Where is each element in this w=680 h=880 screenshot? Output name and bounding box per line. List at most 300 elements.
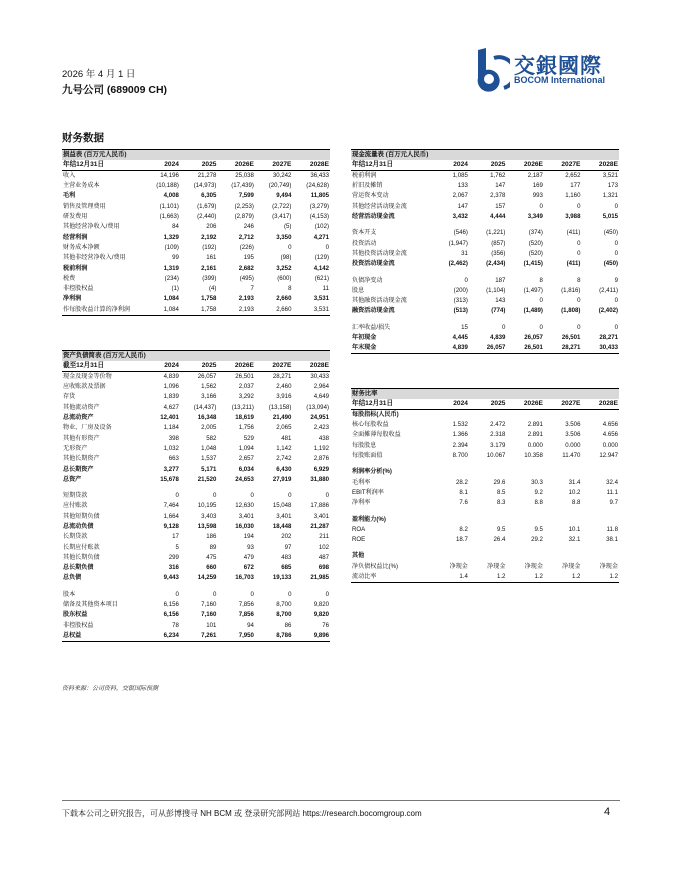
cell-value: 438 (318, 434, 329, 442)
cell-value: 2,005 (201, 424, 217, 432)
cell-value (469, 514, 507, 524)
row-label: 财务成本净额 (63, 243, 100, 251)
cell-value: 94 (247, 621, 254, 629)
row-label: 年结12月31日 (62, 160, 142, 171)
cell-value: 2028E (292, 160, 330, 171)
cell-value: 2024 (431, 399, 469, 410)
table-row (351, 333, 619, 343)
cell-value: 169 (532, 182, 543, 190)
cell-value: 1,562 (201, 383, 217, 391)
table-row (62, 475, 330, 485)
table-row (62, 423, 330, 433)
row-label: 流动比率 (351, 572, 431, 583)
cell-value: 0 (325, 590, 329, 598)
section-title: 财务数据 (62, 132, 104, 144)
cell-value: 2024 (142, 361, 180, 372)
table-title-row (62, 351, 330, 362)
cell-value: 0 (614, 249, 618, 257)
row-label: 其他非经营净收入/费用 (63, 254, 126, 262)
table-row (62, 253, 330, 263)
cell-value: (411) (566, 229, 581, 237)
cell-value: 2,378 (490, 192, 506, 200)
table-row (62, 171, 330, 182)
cell-value: 21,278 (197, 172, 217, 179)
cell-value: 30.3 (531, 478, 543, 486)
table-row (62, 263, 330, 273)
table-title: 现金流量表 (百万元人民币) (351, 150, 619, 161)
cash-flow-table (351, 149, 619, 354)
cell-value: 31 (461, 249, 468, 257)
row-label: 储备及其他资本项目 (63, 601, 118, 609)
cell-value: 17 (172, 533, 179, 541)
cell-value: 9,494 (276, 192, 292, 200)
cell-value: 202 (281, 533, 292, 541)
row-label: 每股指标(人民币) (352, 411, 399, 418)
cell-value: 246 (243, 223, 254, 231)
cell-value: 21,287 (310, 523, 329, 530)
cell-value: 2,876 (313, 455, 329, 463)
income-statement-table (62, 149, 330, 316)
report-date: 2026 年 4 月 1 日 (62, 69, 136, 80)
cell-value: 7,950 (217, 631, 255, 642)
cell-value: (13,094) (306, 403, 329, 411)
cell-value: (399) (202, 274, 217, 282)
cell-value: (10,188) (156, 182, 179, 190)
cell-value: 3,916 (276, 393, 292, 401)
cell-value: 3,403 (201, 512, 217, 520)
cell-value: (200) (453, 286, 468, 294)
source-note: 资料来源：公司资料，交银国际预测 (62, 686, 159, 692)
page-number: 4 (604, 806, 611, 818)
cell-value: 30,242 (272, 172, 292, 179)
cell-value: 11.470 (562, 452, 581, 460)
table-row (62, 573, 330, 583)
cell-value: (450) (603, 229, 618, 237)
cell-value: 2.318 (490, 431, 506, 439)
table-row (62, 372, 330, 383)
cell-value: 2.891 (527, 421, 543, 429)
cell-value: 2,657 (238, 455, 254, 463)
cell-value: 8.3 (496, 499, 506, 507)
company-name: 九号公司 (689009 CH) (62, 84, 168, 96)
cell-value: 0 (539, 297, 543, 305)
cell-value: 2024 (431, 160, 469, 171)
cell-value: 2,193 (217, 305, 255, 316)
row-label: 营运资本变动 (352, 192, 389, 200)
cell-value: (2,253) (234, 202, 254, 210)
cell-value: 161 (206, 254, 217, 262)
row-label: 长期应付账款 (63, 543, 100, 551)
row-label: 净负债权益比(%) (352, 562, 399, 570)
row-label: 税前利润 (352, 172, 377, 179)
row-label: 非控股权益 (63, 621, 94, 629)
table-row (62, 305, 330, 316)
cell-value: 净现金 (599, 562, 618, 570)
cell-value: 15,048 (272, 502, 292, 510)
row-label: 短期贷款 (63, 492, 88, 500)
cell-value: 1,758 (201, 295, 217, 303)
table-row (351, 249, 619, 259)
cell-value: 26,057 (197, 373, 217, 380)
cell-value: (1) (171, 285, 179, 293)
row-label: 存货 (63, 393, 76, 401)
cell-value: 28.2 (456, 478, 468, 486)
cell-value: 11,805 (310, 192, 329, 200)
cell-value: 29.6 (493, 478, 506, 486)
bocom-logo-icon (474, 48, 510, 92)
cell-value: 2,192 (201, 233, 217, 241)
row-label: 股东权益 (63, 611, 88, 619)
cell-value: 4.656 (602, 421, 618, 429)
cell-value: 0 (464, 276, 468, 284)
table-row (351, 451, 619, 461)
cell-value: 32.1 (568, 536, 581, 544)
table-row (62, 522, 330, 532)
cell-value: (5) (284, 223, 292, 231)
cell-value: 15 (461, 323, 468, 331)
row-label: 应收账款及票据 (63, 383, 106, 391)
cell-value: 3,401 (276, 512, 292, 520)
cell-value: 2025 (180, 361, 218, 372)
cell-value: 698 (318, 564, 329, 572)
cell-value: 10.358 (524, 452, 543, 460)
table-header-row (62, 160, 330, 171)
cell-value: 12,401 (160, 414, 179, 422)
cell-value: 3,349 (527, 213, 543, 221)
cell-value: (2,411) (599, 286, 618, 294)
cell-value: 0 (614, 239, 618, 247)
table-row (62, 274, 330, 284)
cell-value: (513) (453, 307, 468, 315)
logo-chinese-text: 交銀國際 (514, 55, 602, 78)
cell-value: 4,839 (431, 343, 469, 354)
cell-value: 净现金 (487, 562, 506, 570)
cell-value: 0 (175, 590, 179, 598)
cell-value: 24,951 (310, 414, 329, 422)
row-label: 全面摊薄每股收益 (352, 431, 401, 439)
cell-value: (520) (528, 239, 543, 247)
cell-value: (192) (202, 243, 217, 251)
cell-value: 0 (577, 323, 581, 331)
table-row (351, 275, 619, 285)
cell-value: 9,896 (292, 631, 330, 642)
table-row (351, 212, 619, 222)
table-row (62, 491, 330, 501)
cell-value: 12.947 (599, 452, 618, 460)
cell-value: 84 (172, 223, 179, 231)
table-row (62, 610, 330, 620)
cell-value: 10.2 (568, 488, 581, 496)
table-row (62, 392, 330, 402)
cell-value (581, 410, 619, 421)
cell-value: 2.394 (452, 441, 468, 449)
cell-value: 9,128 (163, 523, 179, 530)
cell-value: 8.5 (496, 488, 506, 496)
table-row (351, 477, 619, 487)
cell-value: (1,221) (486, 229, 506, 237)
cell-value: 1,084 (163, 295, 179, 303)
bocom-logo (474, 48, 624, 92)
cell-value: 89 (209, 543, 217, 551)
row-label: 截至12月31日 (62, 361, 142, 372)
cell-value: 1,758 (180, 305, 218, 316)
cell-value: 7,599 (238, 192, 254, 200)
cell-value: 9.5 (496, 525, 506, 533)
row-label: 主营业务成本 (63, 182, 100, 190)
row-label: 年末现金 (351, 343, 431, 354)
cell-value: 4,008 (163, 192, 179, 200)
cell-value: 4,271 (313, 233, 329, 241)
table-row (62, 284, 330, 294)
cell-value: 5 (175, 543, 179, 551)
cell-value: 0 (614, 202, 618, 210)
cell-value: 1,756 (238, 424, 254, 432)
cell-value: 2,660 (276, 295, 292, 303)
cell-value: 76 (322, 621, 329, 629)
cell-value: 8.700 (452, 452, 468, 460)
cell-value: 8.1 (459, 488, 468, 496)
cell-value: 1,319 (163, 264, 179, 272)
cell-value: 21,985 (310, 574, 329, 582)
cell-value: 6,234 (142, 631, 180, 642)
cell-value: 12,630 (235, 502, 254, 510)
cell-value (431, 410, 469, 421)
cell-value: 8.8 (571, 499, 581, 507)
cell-value (431, 551, 469, 561)
cell-value: 1,160 (565, 192, 581, 200)
cell-value: 487 (318, 553, 329, 561)
cell-value: 2,712 (238, 233, 254, 241)
cell-value: 173 (607, 182, 618, 190)
cell-value (544, 514, 582, 524)
cell-value: 6,305 (201, 192, 217, 200)
cell-value: 2,460 (276, 383, 292, 391)
subheader-row (351, 410, 619, 421)
cell-value: 9 (614, 276, 618, 284)
cell-value: 6,156 (163, 611, 179, 619)
cell-value: 3.179 (490, 441, 506, 449)
cell-value: (621) (314, 274, 329, 282)
cell-value: 2,660 (255, 305, 293, 316)
cell-value: 2027E (255, 361, 293, 372)
row-label: 净利润 (63, 295, 82, 303)
cell-value: 10.067 (486, 452, 506, 460)
cell-value: 7,261 (180, 631, 218, 642)
cell-value: 2026E (506, 399, 544, 410)
cell-value: 0 (250, 590, 254, 598)
cell-value: 3,988 (565, 213, 581, 221)
cell-value: 0 (213, 590, 217, 598)
cell-value: 7,160 (201, 611, 217, 619)
row-label: 盈利能力(%) (352, 515, 386, 523)
cell-value: 10.1 (568, 525, 581, 533)
cell-value: 1,032 (163, 444, 179, 452)
cell-value: 299 (168, 553, 179, 561)
row-label: 每股股息 (352, 441, 377, 449)
cell-value: 26,501 (235, 373, 254, 380)
cell-value: (1,101) (159, 202, 179, 210)
table-row (62, 232, 330, 242)
table-row (351, 498, 619, 508)
cell-value: 0 (213, 492, 217, 500)
row-label: 毛利 (63, 192, 76, 200)
cell-value: 10,195 (197, 502, 217, 510)
table-row (351, 535, 619, 545)
cell-value: 8 (539, 276, 543, 284)
cell-value: 2,423 (313, 424, 329, 432)
cell-value: 2,964 (313, 383, 329, 391)
cell-value: (2,462) (448, 260, 468, 268)
table-row (62, 454, 330, 464)
cell-value: 177 (570, 182, 581, 190)
row-label: 其他 (352, 552, 365, 560)
cell-value: (2,879) (234, 213, 254, 221)
cell-value: 1.2 (506, 572, 544, 583)
cell-value (431, 467, 469, 477)
cell-value: 30,433 (581, 343, 619, 354)
cell-value: 1,762 (490, 172, 506, 179)
cell-value: 1,048 (201, 444, 217, 452)
cell-value: (2,434) (486, 260, 506, 268)
cell-value: 133 (457, 182, 468, 190)
cell-value: 4,445 (452, 334, 468, 341)
cell-value: 0 (325, 243, 329, 251)
cell-value: 0 (288, 243, 292, 251)
table-row (351, 441, 619, 451)
cell-value: 31,880 (310, 475, 329, 483)
table-row (351, 191, 619, 201)
table-row (351, 171, 619, 182)
table-row (351, 562, 619, 572)
row-label: 其他长期资产 (63, 455, 100, 463)
table-row (62, 590, 330, 600)
row-label: 收入 (63, 172, 76, 179)
table-row (351, 259, 619, 269)
cell-value: 14,259 (197, 574, 217, 582)
cell-value: 16,703 (235, 574, 254, 582)
cell-value: 2025 (469, 399, 507, 410)
subheader-row (351, 551, 619, 561)
table-title-row (62, 150, 330, 161)
cell-value: 2028E (292, 361, 330, 372)
cell-value: 38.1 (606, 536, 618, 544)
table-row (62, 563, 330, 573)
row-label: 经营利润 (63, 233, 88, 241)
cell-value: 3,166 (201, 393, 217, 401)
row-label: 作每股收益计算的净利润 (62, 305, 142, 316)
cell-value: 0 (539, 202, 543, 210)
row-label: 投资活动 (352, 239, 377, 247)
row-label: 投资活动现金流 (352, 260, 395, 268)
cell-value: 8 (577, 276, 581, 284)
cell-value: 685 (281, 564, 292, 572)
table-row (351, 306, 619, 316)
cell-value: (98) (280, 254, 292, 262)
cell-value: 0 (577, 202, 581, 210)
cell-value: 8,700 (276, 611, 292, 619)
cell-value: 1,085 (452, 172, 468, 179)
cell-value: 19,133 (272, 574, 292, 582)
table-row (351, 286, 619, 296)
cell-value: (1,104) (486, 286, 506, 294)
cell-value: 14,196 (160, 172, 179, 179)
cell-value: (226) (239, 243, 254, 251)
cell-value: 3,521 (602, 172, 618, 179)
cell-value: 9,820 (313, 601, 329, 609)
footer-text: 下载本公司之研究报告，可从彭博搜寻 NH BCM 或 登录研究部网站 https://research.bocomgroup.com (62, 809, 422, 818)
cell-value: 31.4 (568, 478, 581, 486)
cell-value: 86 (284, 621, 292, 629)
table-row (62, 542, 330, 552)
table-row (351, 420, 619, 430)
cell-value: (495) (239, 274, 254, 282)
cell-value: (109) (164, 243, 179, 251)
cell-value: (3,279) (309, 202, 329, 210)
cell-value: 8.8 (534, 499, 543, 507)
cell-value: 2,652 (565, 172, 581, 179)
cell-value: 6,929 (313, 465, 329, 473)
cell-value: 0.000 (565, 441, 581, 449)
cell-value: 97 (284, 543, 292, 551)
cell-value: 18,448 (272, 523, 292, 530)
cell-value: (1,663) (159, 213, 179, 221)
row-label: 年初现金 (352, 334, 377, 341)
table-row (62, 532, 330, 542)
cell-value: 7,160 (201, 601, 217, 609)
table-row (62, 202, 330, 212)
row-label: 利润率分析(%) (352, 468, 392, 476)
row-label: 每股账面值 (352, 452, 383, 460)
table-row (62, 621, 330, 631)
cell-value: (13,211) (231, 403, 254, 411)
table-title-row (351, 389, 619, 400)
cell-value: 186 (206, 533, 217, 541)
row-label: 股息 (352, 286, 365, 294)
cell-value: 78 (172, 621, 179, 629)
table-row (351, 572, 619, 583)
cell-value: 3.506 (565, 431, 581, 439)
cell-value: (1,679) (197, 202, 217, 210)
row-label: ROE (352, 536, 366, 544)
row-label: 经营活动现金流 (352, 213, 395, 221)
row-label: 毛利率 (352, 478, 371, 486)
cell-value (506, 410, 544, 421)
cell-value: (1,489) (523, 307, 543, 315)
cell-value: 147 (495, 182, 506, 190)
cell-value: 28,271 (272, 373, 292, 380)
cell-value: (14,973) (193, 182, 217, 190)
cell-value: 2025 (180, 160, 218, 171)
cell-value: 24,653 (235, 475, 254, 483)
table-row (62, 600, 330, 610)
row-label: 总流动资产 (63, 414, 94, 422)
cell-value: 1.4 (431, 572, 469, 583)
cell-value: 102 (318, 543, 329, 551)
cell-value: 7,856 (238, 601, 254, 609)
cell-value: 1,184 (163, 424, 179, 432)
table-row (62, 413, 330, 423)
cell-value: (857) (491, 239, 506, 247)
row-label: 其他流动资产 (63, 403, 100, 411)
cell-value (544, 467, 582, 477)
cell-value: 3,401 (238, 512, 254, 520)
cell-value: 1.2 (469, 572, 507, 583)
row-label: 其他短期负债 (63, 512, 100, 520)
cell-value: (13,158) (268, 403, 292, 411)
row-label: 应付账款 (63, 502, 88, 510)
cell-value: 13,598 (197, 523, 217, 530)
cell-value: 1,084 (142, 305, 180, 316)
